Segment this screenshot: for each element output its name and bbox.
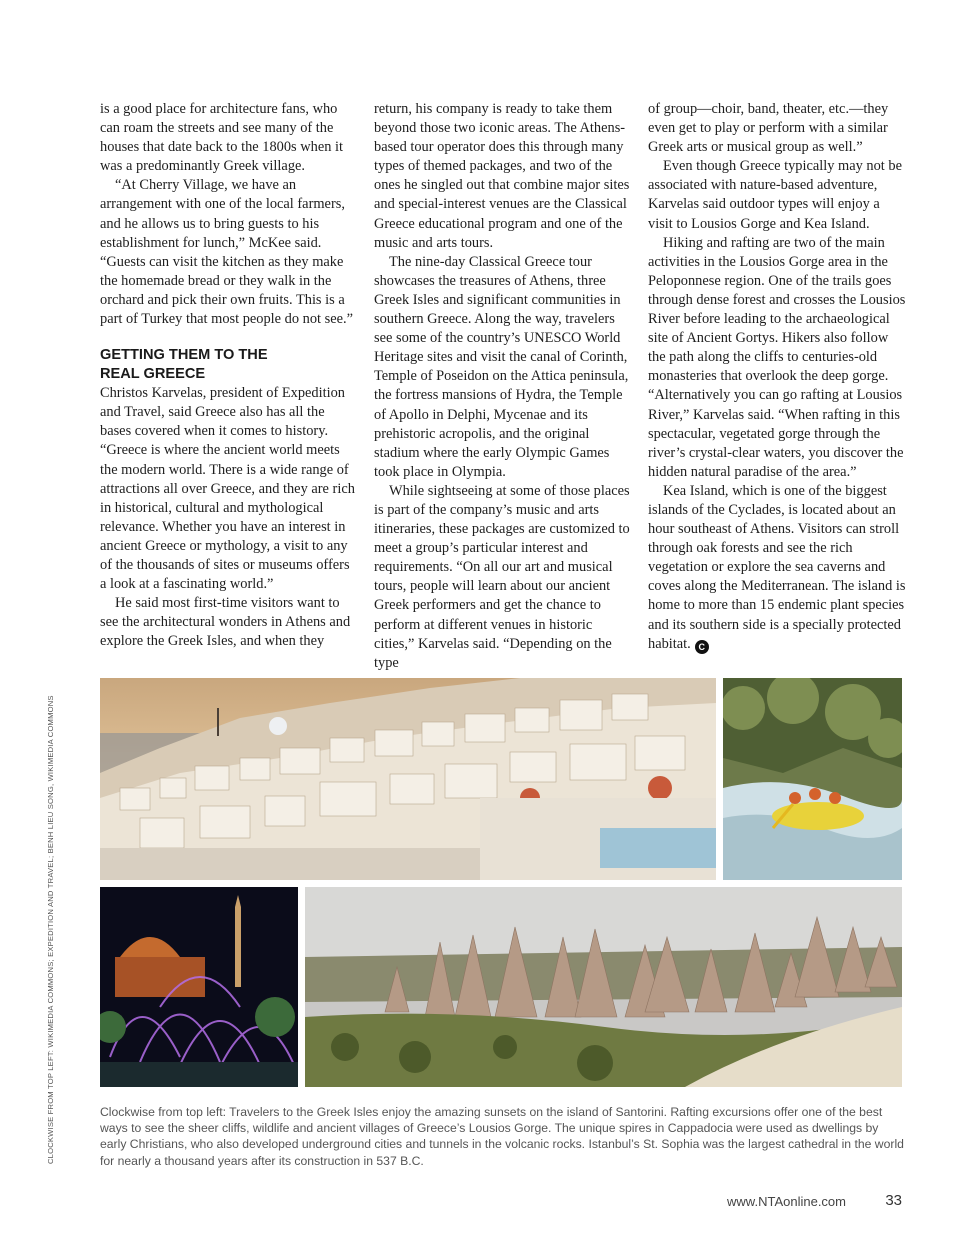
paragraph: “At Cherry Village, we have an arrangement with one of the local farmers, and he allows us to bring guests to his establishment for lunch,” McKee said. “Guests can visit the kitchen as they make the homemade bread or they walk in the orchard and pick their own fruits. This is a part of Turkey that most people do not see.” [100, 177, 353, 328]
subheading-line: REAL GREECE [100, 366, 206, 383]
paragraph-text: Kea Island, which is one of the biggest islands of the Cyclades, is located about an hour southeast of Athens. Visitors can stroll through oak forests and see the rich vegetation or explore the sea caverns and coves along the Mediterranean. The island is home to more than 15 endemic plant species and its southern side is a specially protected habitat. [648, 482, 906, 652]
subheading-line: GETTING THEM TO THE [100, 347, 268, 364]
paragraph: He said most first-time visitors want to see the architectural wonders in Athens and explore the Greek Isles, and when they [100, 595, 351, 650]
paragraph: Even though Greece typically may not be associated with nature-based adventure, Karvelas said outdoor types will enjoy a visit to Lousios Gorge and Kea Island. [648, 158, 902, 232]
paragraph: While sightseeing at some of those places is part of the company’s music and arts itineraries, these packages are customized to meet a group’s particular interest and requirements. “On all our art and musical tours, people will learn about our ancient Greek performers and get the chance to perform at different venues in historic cities,” Karvelas said. “Depending on the type [374, 482, 630, 671]
paragraph [648, 482, 906, 654]
paragraph: The nine-day Classical Greece tour showcases the treasures of Athens, three Greek Isles and significant communities in southern Greece. Along the way, travelers see some of the country’s UNESCO World Heritage sites and visit the canal of Corinth, Temple of Poseidon on the Attica peninsula, the fortress mansions of Hydra, the Temple of Apollo in Delphi, Mycenae and its prehistoric acropolis, and the original stadium where the early Olympic Games took place in Olympia. [374, 253, 629, 480]
paragraph: of group—choir, band, theater, etc.—they even get to play or perform with a similar Greek arts or musical group as well.” [648, 101, 889, 156]
photo-credit: CLOCKWISE FROM TOP LEFT: WIKIMEDIA COMMONS; EXPEDITION AND TRAVEL; BENH LIEU SONG, WIKIMEDIA COMMONS [46, 695, 55, 1164]
article-column-2 [374, 100, 632, 673]
article-column-1 [100, 100, 358, 651]
photo-istanbul [100, 887, 298, 1087]
article-column-3 [648, 100, 906, 654]
photo-rafting [723, 678, 902, 880]
page-number: 33 [885, 1192, 902, 1209]
end-mark-icon: C [695, 640, 709, 654]
paragraph: Hiking and rafting are two of the main activities in the Lousios Gorge area in the Peloponnese region. One of the trails goes through dense forest and crosses the Lousios River before leading to the archaeological site of Ancient Gortys. Hikers also follow the path along the cliffs to centuries-old monasteries that overlook the deep gorge. “Alternatively you can go rafting at Lousios River,” Karvelas said. “When rafting in this spectacular, vegetated gorge through the river’s crystal-clear waters, you discover the hidden natural paradise of the area.” [648, 234, 906, 480]
paragraph: is a good place for architecture fans, who can roam the streets and see many of the houses that date back to the 1800s when it was a predominantly Greek village. [100, 101, 343, 175]
paragraph: Christos Karvelas, president of Expedition and Travel, said Greece also has all the bases covered when it comes to history. “Greece is where the ancient world meets the modern world. There is a wide range of attractions all over Greece, and they are rich in historical, cultural and mythological relevance. Whether you have an interest in ancient Greece or mythology, a visit to any of the thousands of sites or museums offers a look at a fascinating world.” [100, 385, 355, 593]
paragraph: return, his company is ready to take them beyond those two iconic areas. The Athens-based tour operator does this through many types of themed packages, and two of the ones he singled out that combine major sites and special-interest venues are the Classical Greece educational program and one of the music and arts tours. [374, 101, 630, 251]
footer-url: www.NTAonline.com [727, 1194, 846, 1209]
photo-cappadocia [305, 887, 902, 1087]
photo-caption: Clockwise from top left: Travelers to the Greek Isles enjoy the amazing sunsets on the island of Santorini. Rafting excursions offer one of the best ways to see the sheer cliffs, wildlife and ancient villages of Greece’s Lousios Gorge. The unique spires in Cappadocia were used as dwellings by early Christians, who also developed underground cities and tunnels in the volcanic rocks. Istanbul’s St. Sophia was the largest cathedral in the world for nearly a thousand years after its construction in 537 B.C. [100, 1105, 904, 1168]
subheading [100, 346, 358, 384]
photo-santorini [100, 678, 716, 880]
